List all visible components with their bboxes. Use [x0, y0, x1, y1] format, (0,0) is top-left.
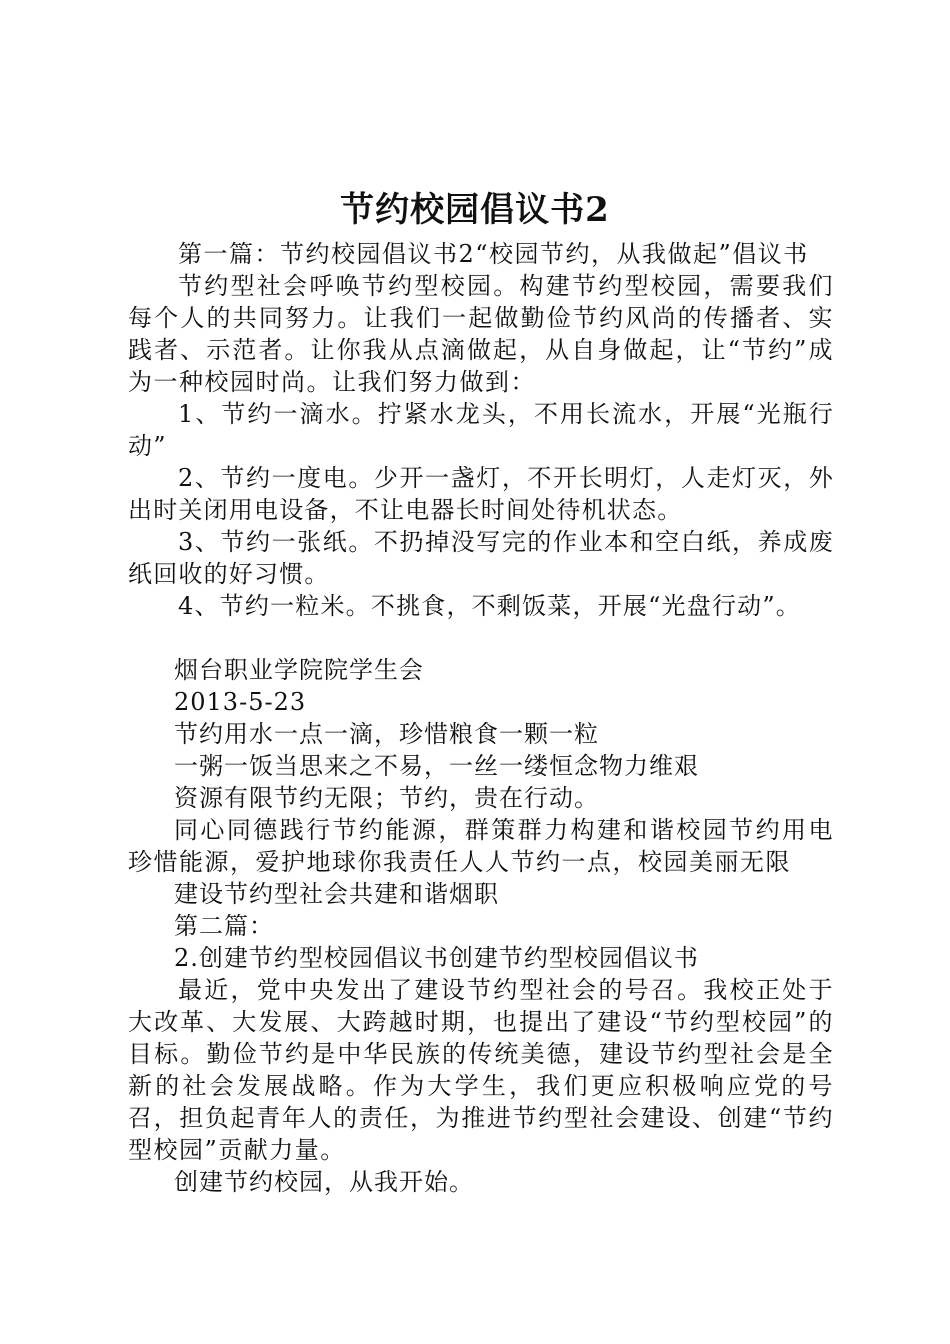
document-title: 节约校园倡议书2 [340, 190, 610, 230]
paragraph-intro: 节约型社会呼唤节约型校园。构建节约型校园，需要我们每个人的共同努力。让我们一起做勤俭节约风尚的传播者、实践者、示范者。让你我从点滴做起，从自身做起，让“节约”成为一种校园时尚。让我们努力做到： [128, 272, 834, 396]
list-item-water: 1、节约一滴水。拧紧水龙头，不用长流水，开展“光瓶行动” [128, 400, 834, 460]
list-item-paper: 3、节约一张纸。不扔掉没写完的作业本和空白纸，养成废纸回收的好习惯。 [128, 528, 834, 588]
blank-line [128, 622, 834, 654]
list-item-electricity: 2、节约一度电。少开一盏灯，不开长明灯，人走灯灭，外出时关闭用电设备，不让电器长时间处待机状态。 [128, 464, 834, 524]
list-item-rice: 4、节约一粒米。不挑食，不剩饭菜，开展“光盘行动”。 [178, 592, 802, 620]
document-body [128, 238, 834, 1198]
slogan-society: 建设节约型社会共建和谐烟职 [174, 880, 499, 908]
paragraph-part-one-heading: 第一篇：节约校园倡议书2“校园节约，从我做起”倡议书 [178, 240, 809, 268]
slogan-resources: 资源有限节约无限；节约，贵在行动。 [174, 784, 599, 812]
paragraph-part-two-body: 最近，党中央发出了建设节约型社会的号召。我校正处于大改革、大发展、大跨越时期，也提出了建设“节约型校园”的目标。勤俭节约是中华民族的传统美德，建设节约型社会是全新的社会发展战略。作为大学生，我们更应积极响应党的号召，担负起青年人的责任，为推进节约型社会建设、创建“节约型校园”贡献力量。 [128, 976, 834, 1164]
signature-organization: 烟台职业学院院学生会 [174, 656, 424, 684]
slogan-energy: 同心同德践行节约能源，群策群力构建和谐校园节约用电珍惜能源，爱护地球你我责任人人节约一点，校园美丽无限 [128, 816, 834, 876]
slogan-meal: 一粥一饭当思来之不易，一丝一缕恒念物力维艰 [174, 752, 699, 780]
paragraph-closing: 创建节约校园，从我开始。 [174, 1168, 474, 1196]
part-two-heading: 第二篇： [174, 912, 274, 940]
signature-date: 2013-5-23 [174, 688, 307, 716]
slogan-water-food: 节约用水一点一滴，珍惜粮食一颗一粒 [174, 720, 599, 748]
part-two-title: 2.创建节约型校园倡议书创建节约型校园倡议书 [174, 944, 699, 972]
